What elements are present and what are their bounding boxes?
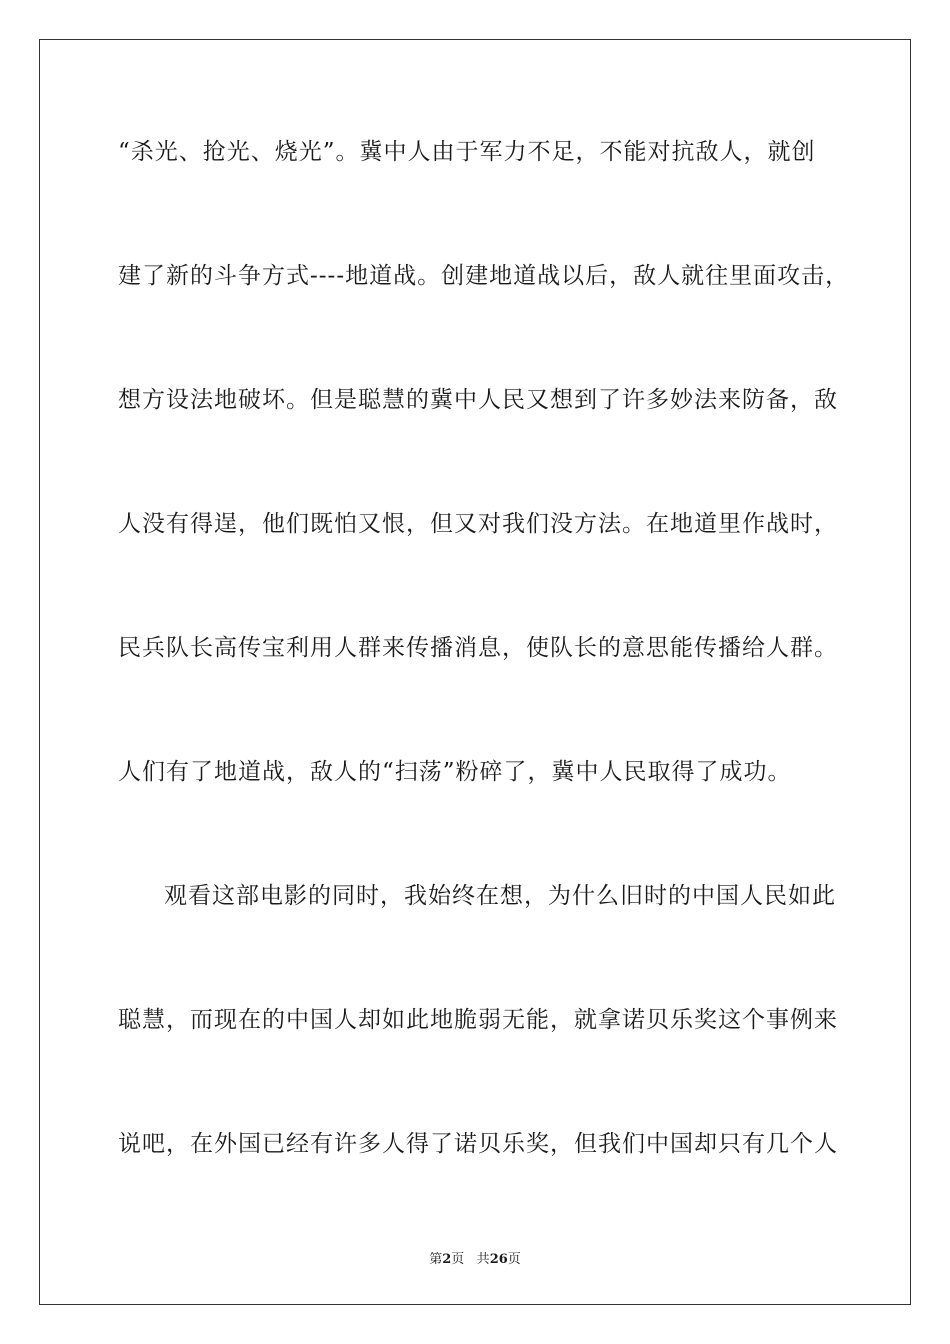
paragraph-line-4: 人没有得逞，他们既怕又恨，但又对我们没方法。在地道里作战时， xyxy=(118,511,838,537)
paragraph-line-1: “杀光、抢光、烧光”。冀中人由于军力不足，不能对抗敌人，就创 xyxy=(118,139,816,165)
paragraph-line-9: 说吧，在外国已经有许多人得了诺贝乐奖，但我们中国却只有几个人 xyxy=(118,1131,838,1157)
paragraph-line-5: 民兵队长高传宝利用人群来传播消息，使队长的意思能传播给人群。 xyxy=(118,635,838,661)
paragraph-line-8: 聪慧，而现在的中国人却如此地脆弱无能，就拿诺贝乐奖这个事例来 xyxy=(118,1007,838,1033)
footer-total-prefix: 共 xyxy=(476,1252,490,1267)
footer-prefix: 第 xyxy=(429,1252,443,1267)
footer-total-suffix: 页 xyxy=(507,1252,521,1267)
current-page-number: 2 xyxy=(442,1252,452,1267)
page-number-footer xyxy=(0,1248,950,1267)
footer-page-suffix: 页 xyxy=(451,1252,465,1267)
paragraph-line-7: 观看这部电影的同时，我始终在想，为什么旧时的中国人民如此 xyxy=(164,883,836,909)
total-page-count: 26 xyxy=(489,1252,508,1267)
paragraph-line-6: 人们有了地道战，敌人的“扫荡”粉碎了，冀中人民取得了成功。 xyxy=(118,759,792,785)
paragraph-line-3: 想方设法地破坏。但是聪慧的冀中人民又想到了许多妙法来防备，敌 xyxy=(118,387,838,413)
page-border xyxy=(39,39,911,1305)
paragraph-line-2: 建了新的斗争方式----地道战。创建地道战以后，敌人就往里面攻击， xyxy=(118,263,850,289)
